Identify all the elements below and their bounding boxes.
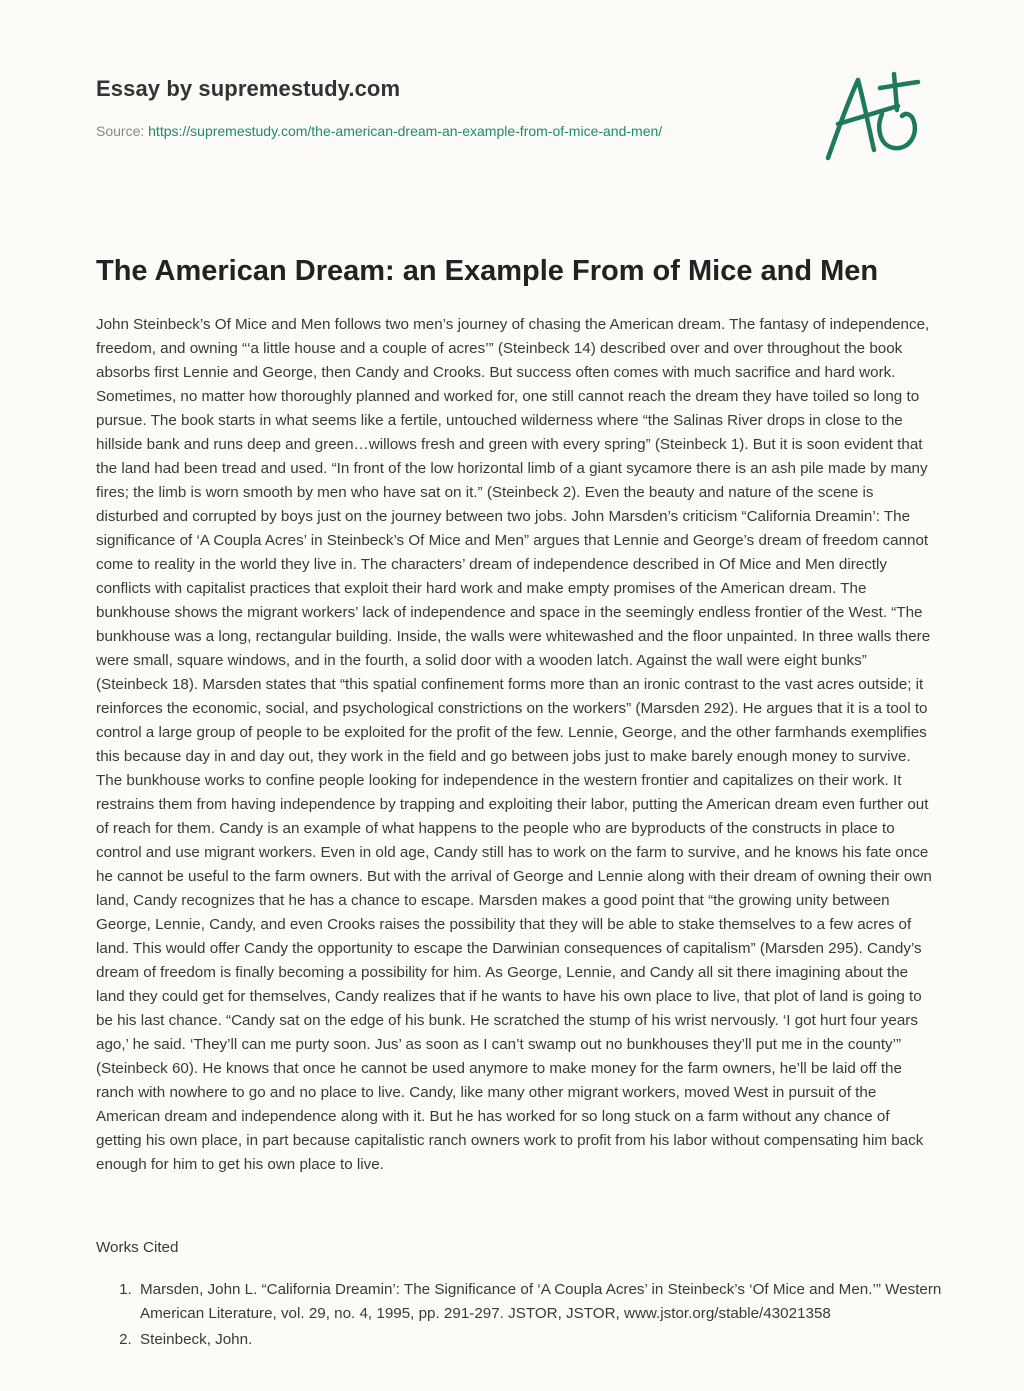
source-link[interactable]: https://supremestudy.com/the-american-dream-an-example-from-of-mice-and-men/ [148,123,663,139]
source-line [96,123,662,139]
article-body: John Steinbeck’s Of Mice and Men follows two men’s journey of chasing the American dream. The fantasy of independence, freedom, and owning “‘a little house and a couple of acres’” (Steinbeck 14) described over and over throughout the book absorbs first Lennie and George, then Candy and Crooks. But success often comes with much sacrifice and hard work. Sometimes, no matter how thoroughly planned and worked for, one still cannot reach the dream they have toiled so long to pursue. The book starts in what seems like a fertile, untouched wilderness where “the Salinas River drops in close to the hillside bank and runs deep and green…willows fresh and green with every spring” (Steinbeck 1). But it is soon evident that the land had been tread and used. “In front of the low horizontal limb of a giant sycamore there is an ash pile made by many fires; the limb is worn smooth by men who have sat on it.” (Steinbeck 2). Even the beauty and nature of the scene is disturbed and corrupted by boys just on the journey between two jobs. John Marsden’s criticism “California Dreamin’: The significance of ‘A Coupla Acres’ in Steinbeck’s Of Mice and Men” argues that Lennie and George’s dream of freedom cannot come to reality in the world they live in. The characters’ dream of independence described in Of Mice and Men directly conflicts with capitalist practices that exploit their hard work and make empty promises of the American dream. The bunkhouse shows the migrant workers’ lack of independence and space in the seemingly endless frontier of the West. “The bunkhouse was a long, rectangular building. Inside, the walls were whitewashed and the floor unpainted. In three walls there were small, square windows, and in the fourth, a solid door with a wooden latch. Against the wall were eight bunks” (Steinbeck 18). Marsden states that “this spatial confinement forms more than an ironic contrast to the vast acres outside; it reinforces the economic, social, and psychological constrictions on the workers” (Marsden 292). He argues that it is a tool to control a large group of people to be exploited for the profit of the few. Lennie, George, and the other farmhands exemplifies this because day in and day out, they work in the field and go between jobs just to make barely enough money to survive. The bunkhouse works to confine people looking for independence in the western frontier and capitalizes on their work. It restrains them from having independence by trapping and exploiting their labor, putting the American dream even further out of reach for them. Candy is an example of what happens to the people who are byproducts of the constructs in place to control and use migrant workers. Even in old age, Candy still has to work on the farm to survive, and he knows his fate once he cannot be useful to the farm owners. But with the arrival of George and Lennie along with their dream of owning their own land, Candy recognizes that he has a chance to escape. Marsden makes a good point that “the growing unity between George, Lennie, Candy, and even Crooks raises the possibility that they will be able to stake themselves to a few acres of land. This would offer Candy the opportunity to escape the Darwinian consequences of capitalism” (Marsden 295). Candy’s dream of freedom is finally becoming a possibility for him. As George, Lennie, and Candy all sit there imagining about the land they could get for themselves, Candy realizes that if he wants to have his own place to live, that plot of land is going to be his last chance. “Candy sat on the edge of his bunk. He scratched the stump of his wrist nervously. ‘I got hurt four years ago,’ he said. ‘They’ll can me purty soon. Jus’ as soon as I can’t swamp out no bunkhouses they’ll put me in the county’” (Steinbeck 60). He knows that once he cannot be used anymore to make money for the farm owners, he’ll be laid off the ranch with nowhere to go and no place to live. Candy, like many other migrant workers, moved West in pursuit of the American dream and independence along with it. But he has worked for so long stuck on a farm without any chance of getting his own place, in part because capitalistic ranch owners work to profit from his labor without compensating him back enough for him to get his own place to live. [96,316,932,1173]
article-title: The American Dream: an Example From of Mice and Men [96,255,879,287]
works-cited-heading: Works Cited [96,1239,179,1256]
a-plus-logo-icon [818,66,928,166]
site-title: Essay by supremestudy.com [96,76,401,101]
citation-list [96,1278,972,1354]
citation-item: 1. Marsden, John L. “California Dreamin’: The Significance of ‘A Coupla Acres’ in Steinbeck’s ‘Of Mice and Men.’” Western American Literature, vol. 29, no. 4, 1995, pp. 291-297. JSTOR, JSTOR, www.jstor.org/stable/43021358 [136,1278,972,1326]
citation-item: 2. Steinbeck, John. [136,1328,972,1352]
source-label: Source: [96,123,145,139]
